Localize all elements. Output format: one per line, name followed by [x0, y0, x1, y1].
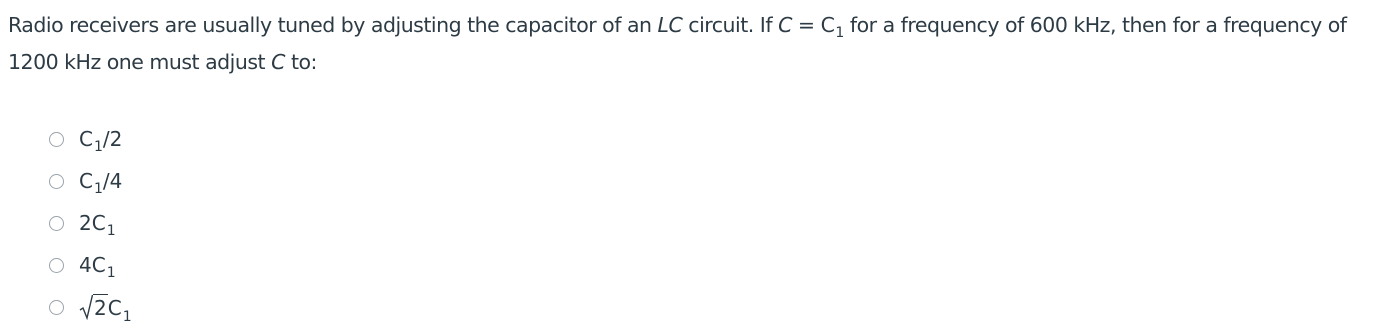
subscript: 1 [106, 265, 116, 281]
answer-option-3[interactable] [44, 202, 132, 244]
question-part: for a frequency of 600 kHz, then for a frequency of 1200 kHz one must adjust [8, 13, 1347, 74]
lc-term: LC [657, 13, 683, 37]
question-text [8, 8, 1393, 79]
sqrt-expression [79, 294, 108, 320]
answer-text: /4 [102, 169, 123, 193]
answer-list [44, 118, 132, 328]
answer-text: 4C [79, 253, 106, 277]
answer-text: C [79, 169, 93, 193]
answer-option-1[interactable] [44, 118, 132, 160]
answer-text: C [79, 127, 93, 151]
radio-button[interactable] [49, 174, 64, 189]
c-variable: C [271, 50, 285, 74]
c-variable: C [778, 13, 792, 37]
question-part: to: [284, 50, 317, 74]
subscript: 1 [835, 25, 844, 41]
subscript: 1 [106, 223, 116, 239]
answer-text: /2 [102, 127, 123, 151]
answer-label [79, 294, 132, 325]
answer-text: C [107, 296, 122, 320]
answer-option-4[interactable] [44, 244, 132, 286]
answer-label [79, 169, 123, 197]
sqrt-icon [79, 294, 93, 320]
subscript: 1 [93, 181, 103, 197]
radicand: 2 [94, 296, 107, 320]
radio-button[interactable] [49, 132, 64, 147]
question-part: Radio receivers are usually tuned by adjusting the capacitor of an [8, 13, 658, 37]
radio-button[interactable] [49, 300, 64, 315]
answer-label [79, 253, 116, 281]
subscript: 1 [93, 139, 103, 155]
question-part: = C [791, 13, 835, 37]
answer-text: 2C [79, 211, 106, 235]
answer-option-5[interactable] [44, 286, 132, 328]
question-part: circuit. If [682, 13, 779, 37]
answer-label [79, 211, 116, 239]
radio-button[interactable] [49, 258, 64, 273]
subscript: 1 [122, 309, 132, 325]
radio-button[interactable] [49, 216, 64, 231]
answer-label [79, 127, 123, 155]
answer-option-2[interactable] [44, 160, 132, 202]
